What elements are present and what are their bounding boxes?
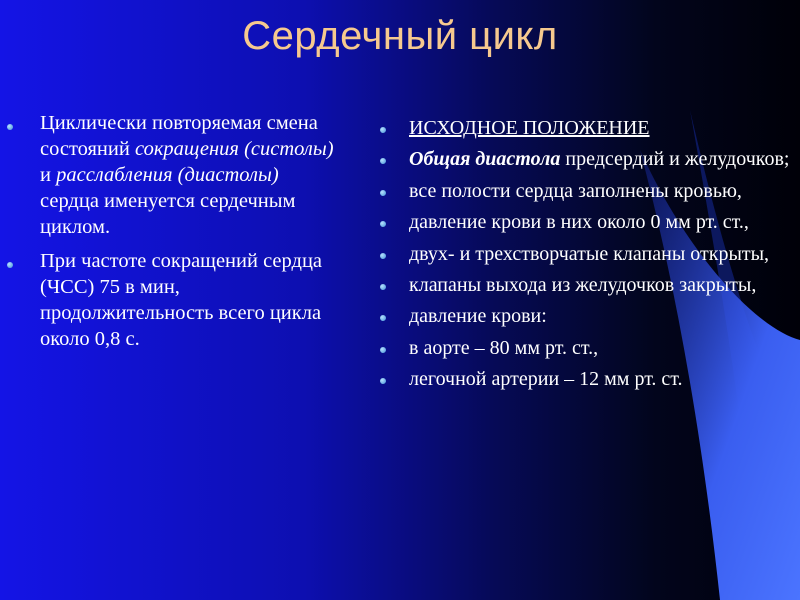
diastole-term: расслабления (диастолы) [56,164,279,187]
general-diastole-text: предсердий и желудочков; [560,148,790,171]
list-item: двух- и трехстворчатые клапаны открыты, [409,242,794,267]
heading-text: ИСХОДНОЕ ПОЛОЖЕНИЕ [409,117,650,139]
definition-text: Циклически повторяемая смена состояний [40,112,318,161]
list-item: давление крови в них около 0 мм рт. ст., [409,210,794,235]
right-bullet-list [409,116,794,399]
conjunction-text: и [40,164,57,187]
list-item: все полости сердца заполнены кровью, [409,179,794,204]
left-bullet-duration: При частоте сокращений сердца (ЧСС) 75 в мин, продолжительность всего цикла около 0,8 с. [40,248,340,352]
list-item: давление крови: [409,304,794,329]
slide-title: Сердечный цикл [242,14,558,58]
list-item: в аорте – 80 мм рт. ст., [409,336,794,361]
definition-tail: сердца именуется сердечным циклом. [40,190,296,239]
initial-position-heading [409,116,794,141]
systole-term: сокращения (систолы) [134,138,334,161]
general-diastole-term: Общая диастола [409,148,561,171]
general-diastole-item [409,147,794,172]
list-item: клапаны выхода из желудочков закрыты, [409,273,794,298]
left-bullet-list [40,110,340,360]
list-item: легочной артерии – 12 мм рт. ст. [409,367,794,392]
left-bullet-definition [40,110,340,240]
